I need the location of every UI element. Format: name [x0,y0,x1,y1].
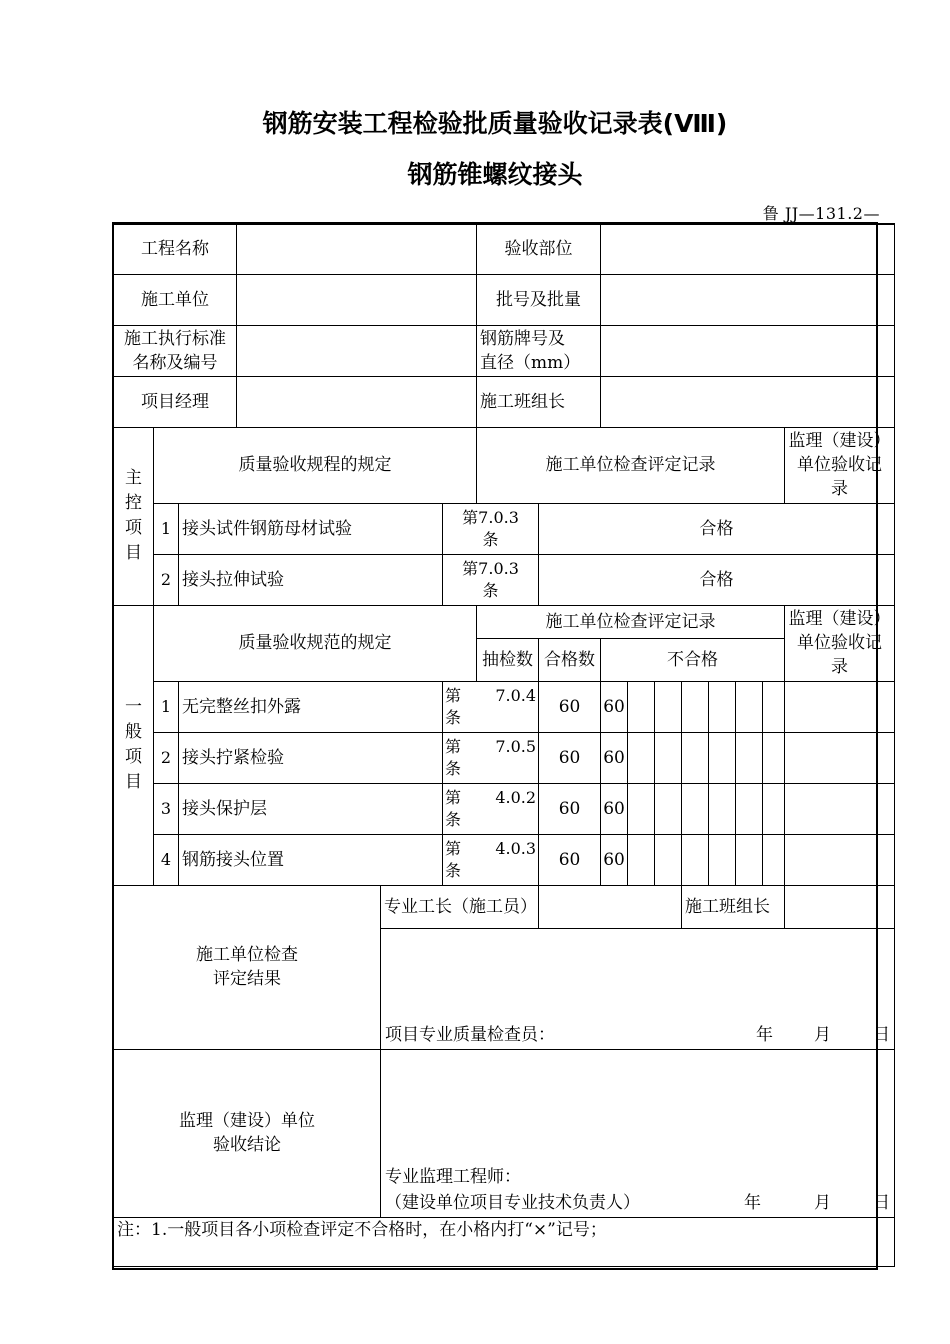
supervision-header-line-3: 录 [831,657,849,677]
supervision-header-line-2: 单位验收记 [797,455,883,475]
foreman-label: 专业工长（施工员） [381,885,539,928]
year-label: 年 [744,1192,762,1213]
item-name: 接头试件钢筋母材试验 [179,503,443,554]
footnote: 注：1.一般项目各小项检查评定不合格时，在小格内打“×”记号； [114,1217,895,1266]
fail-box[interactable] [628,732,655,783]
standard-value[interactable] [237,325,477,376]
fail-box[interactable] [682,783,709,834]
project-name-value[interactable] [237,224,477,274]
clause-number: 7.0.4 [495,685,537,705]
rebar-label [477,325,601,376]
clause-suffix: 条 [445,707,462,727]
fail-box[interactable] [785,834,895,885]
construction-unit-value[interactable] [237,274,477,325]
acceptance-part-value[interactable] [601,224,895,274]
batch-label: 批号及批量 [477,274,601,325]
clause-suffix: 条 [445,860,462,880]
general-supervision-header [785,605,895,681]
fail-box[interactable] [763,681,785,732]
fail-box[interactable] [736,732,763,783]
item-clause [443,783,539,834]
general-char-1: 一 [125,697,142,717]
foreman-value[interactable] [539,885,682,928]
fail-box[interactable] [682,681,709,732]
result-team-leader-value[interactable] [785,885,895,928]
clause-prefix: 第 [445,736,462,756]
engineer-line: 专业监理工程师： [385,1166,522,1187]
fail-box[interactable] [628,834,655,885]
general-rule-header: 质量验收规范的规定 [154,605,477,681]
project-name-label: 工程名称 [114,224,237,274]
supervision-header-line-3: 录 [831,479,849,499]
fail-box[interactable] [709,681,736,732]
fail-box[interactable] [628,783,655,834]
clause-suffix: 条 [445,758,462,778]
fail-box[interactable] [763,834,785,885]
clause-prefix: 第 [445,838,462,858]
clause-line-1: 第7.0.3 [462,558,519,578]
general-row [114,834,895,885]
main-control-char-3: 项 [125,518,142,538]
pass-count[interactable]: 60 [601,681,628,732]
supervision-header-line-1: 监理（建设） [788,431,891,451]
fail-box[interactable] [763,783,785,834]
team-leader-label: 施工班组长 [477,376,601,427]
main-control-char-1: 主 [125,468,142,488]
general-char-3: 项 [125,747,142,767]
item-clause [443,554,539,605]
general-section-label [114,605,154,885]
general-char-4: 目 [125,772,142,792]
pass-count[interactable]: 60 [601,783,628,834]
construction-unit-label: 施工单位 [114,274,237,325]
construction-result-label [114,885,381,1049]
rebar-label-line-2: 直径（mm） [480,352,581,373]
general-char-2: 般 [125,722,142,742]
clause-prefix: 第 [445,685,462,705]
item-number: 2 [154,554,179,605]
inspector-date [756,1023,890,1047]
sample-count[interactable]: 60 [539,834,601,885]
item-number: 3 [154,783,179,834]
clause-suffix: 条 [445,809,462,829]
supervision-header-line-1: 监理（建设） [788,609,891,629]
inspector-line [385,1023,890,1047]
month-label: 月 [814,1192,832,1213]
month-label: 月 [814,1024,832,1045]
fail-header: 不合格 [601,638,785,681]
supervision-conclusion-signature[interactable] [381,1049,895,1217]
pass-count[interactable]: 60 [601,732,628,783]
acceptance-part-label: 验收部位 [477,224,601,274]
result-team-leader-label: 施工班组长 [682,885,785,928]
fail-box[interactable] [655,681,682,732]
item-clause [443,834,539,885]
item-clause [443,681,539,732]
clause-number: 4.0.2 [495,787,537,807]
supervision-conclusion-label-line-2: 验收结论 [213,1135,281,1155]
fail-box[interactable] [682,732,709,783]
form-title: 钢筋安装工程检验批质量验收记录表(Ⅷ) [262,109,728,138]
owner-label: （建设单位项目专业技术负责人） [385,1192,641,1213]
item-name: 接头拉伸试验 [179,554,443,605]
main-control-char-2: 控 [125,493,142,513]
main-control-record-header: 施工单位检查评定记录 [477,427,785,503]
rebar-value[interactable] [601,325,895,376]
supervision-header-line-2: 单位验收记 [797,633,883,653]
clause-line-1: 第7.0.3 [462,507,519,527]
fail-box[interactable] [655,783,682,834]
day-label: 日 [873,1192,891,1213]
item-result[interactable]: 合格 [539,554,895,605]
fail-box[interactable] [785,681,895,732]
pass-count[interactable]: 60 [601,834,628,885]
sample-count[interactable]: 60 [539,783,601,834]
construction-result-label-line-2: 评定结果 [213,969,281,989]
construction-result-label-line-1: 施工单位检查 [196,945,298,965]
fail-box[interactable] [736,783,763,834]
form-code: 鲁 JJ—131.2— [762,204,880,223]
clause-prefix: 第 [445,787,462,807]
fail-box[interactable] [682,834,709,885]
item-number: 1 [154,681,179,732]
day-label: 日 [873,1024,891,1045]
fail-box[interactable] [736,681,763,732]
batch-value[interactable] [601,274,895,325]
main-control-row [114,503,895,554]
item-name: 钢筋接头位置 [179,834,443,885]
clause-line-2: 条 [482,580,499,600]
fail-box[interactable] [785,732,895,783]
year-label: 年 [756,1024,774,1045]
clause-number: 7.0.5 [495,736,537,756]
supervision-conclusion-label [114,1049,381,1217]
pass-count-header: 合格数 [539,638,601,681]
item-name: 接头保护层 [179,783,443,834]
standard-label [114,325,237,376]
item-name: 无完整丝扣外露 [179,681,443,732]
rebar-label-line-1: 钢筋牌号及 [480,328,566,349]
pm-value[interactable] [237,376,477,427]
construction-result-signature[interactable] [381,928,895,1049]
item-name: 接头拧紧检验 [179,732,443,783]
fail-box[interactable] [736,834,763,885]
team-leader-value[interactable] [601,376,895,427]
item-clause [443,732,539,783]
item-result[interactable]: 合格 [539,503,895,554]
pm-label: 项目经理 [114,376,237,427]
fail-box[interactable] [628,681,655,732]
sample-count[interactable]: 60 [539,732,601,783]
main-control-char-4: 目 [125,543,142,563]
item-number: 1 [154,503,179,554]
fail-box[interactable] [763,732,785,783]
general-row [114,732,895,783]
owner-line [385,1191,890,1215]
standard-label-line-2: 名称及编号 [132,352,218,373]
clause-line-2: 条 [482,529,499,549]
fail-box[interactable] [709,834,736,885]
item-number: 4 [154,834,179,885]
standard-label-line-1: 施工执行标准 [124,328,226,349]
supervision-date [744,1191,890,1215]
clause-number: 4.0.3 [495,838,537,858]
inspector-label: 项目专业质量检查员： [385,1024,556,1045]
fail-box[interactable] [655,834,682,885]
inspection-record-table [113,223,895,1267]
fail-box[interactable] [785,783,895,834]
supervision-conclusion-label-line-1: 监理（建设）单位 [179,1111,315,1131]
main-control-rule-header: 质量验收规程的规定 [154,427,477,503]
fail-box[interactable] [709,732,736,783]
main-control-row [114,554,895,605]
form-subtitle: 钢筋锥螺纹接头 [407,160,583,189]
general-row [114,783,895,834]
item-clause [443,503,539,554]
general-record-header: 施工单位检查评定记录 [477,605,785,638]
fail-box[interactable] [655,732,682,783]
main-control-section-label [114,427,154,605]
item-number: 2 [154,732,179,783]
fail-box[interactable] [709,783,736,834]
sample-count[interactable]: 60 [539,681,601,732]
sample-count-header: 抽检数 [477,638,539,681]
main-control-supervision-header [785,427,895,503]
general-row [114,681,895,732]
